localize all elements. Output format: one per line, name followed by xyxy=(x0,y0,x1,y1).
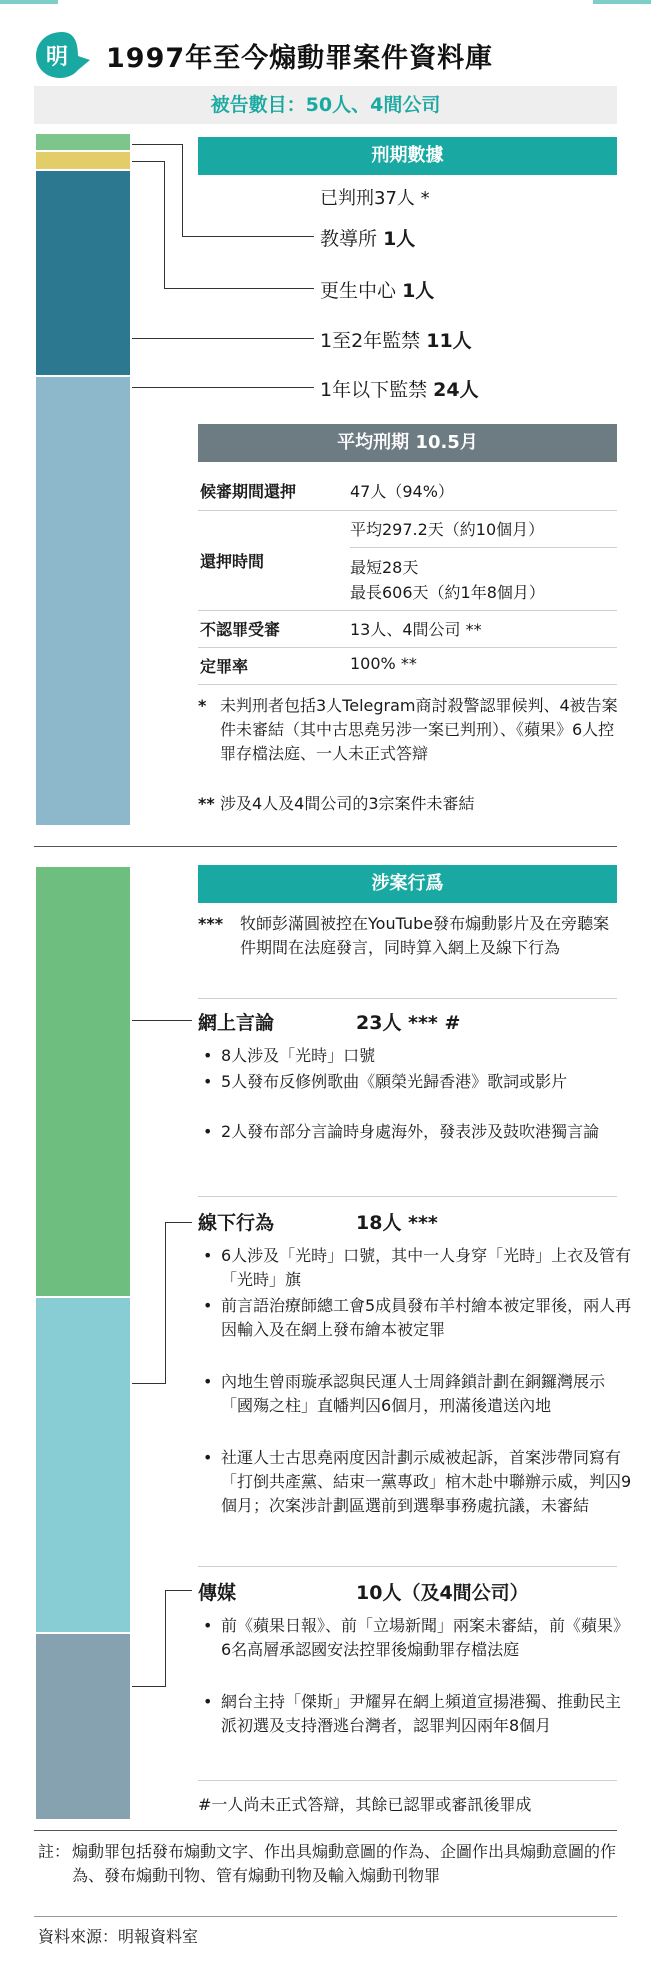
section-divider xyxy=(34,846,617,847)
bar-segment-offline xyxy=(36,1298,130,1632)
bar-segment-1-2-years xyxy=(36,171,130,375)
table-row-label: 還押時間 xyxy=(200,552,265,571)
conduct-online-count: 23人 *** # xyxy=(356,1012,461,1034)
connector-line xyxy=(132,144,183,145)
conduct-media-count: 10人（及4間公司） xyxy=(356,1582,529,1604)
page-title: 1997年至今煽動罪案件資料庫 xyxy=(106,43,494,74)
section-divider xyxy=(34,1916,617,1917)
connector-line xyxy=(182,236,314,237)
footnote-pending: ** 涉及4人及4間公司的3宗案件未審結 xyxy=(198,794,475,813)
table-divider xyxy=(198,610,617,611)
table-divider xyxy=(198,510,617,511)
section-divider xyxy=(198,998,617,999)
connector-line xyxy=(165,1222,166,1384)
table-row-value: 最長606天（約1年8個月） xyxy=(350,583,545,602)
average-sentence-header: 平均刑期 10.5月 xyxy=(198,424,617,462)
footnote-unsentenced: * 未判刑者包括3人Telegram商討殺警認罪候判、4被告案件未審結（其中古思堯另涉一案已判刑）、《蘋果》6人控罪存檔法庭、一人未正式答辯 xyxy=(198,696,618,763)
connector-line xyxy=(165,1222,192,1223)
connector-line xyxy=(164,161,165,288)
connector-line xyxy=(164,288,314,289)
corner-accent-right xyxy=(593,0,651,4)
defendant-count: 被告數目：50人、4間公司 xyxy=(34,86,617,124)
connector-line xyxy=(132,1383,166,1384)
conduct-header: 涉案行爲 xyxy=(198,865,617,903)
table-divider xyxy=(350,547,617,548)
conduct-online-label: 網上言論 xyxy=(198,1012,275,1034)
list-item: • 前《蘋果日報》、前「立場新聞」兩案未審結，前《蘋果》6名高層承認國安法控罪後煽動罪存檔法庭 xyxy=(203,1616,630,1659)
connector-line xyxy=(132,338,314,339)
logo-glyph: 明 xyxy=(45,45,69,70)
bar-segment-rehab-centre xyxy=(36,152,130,169)
connector-line xyxy=(182,144,183,237)
corner-accent-left xyxy=(0,0,58,4)
list-item: • 內地生曾雨璇承認與民運人士周鋒鎖計劃在銅鑼灣展示「國殤之柱」直幡判囚6個月，刑滿後遣送內地 xyxy=(203,1372,606,1415)
connector-line xyxy=(165,1590,166,1687)
mingpao-logo-icon xyxy=(34,30,92,80)
bar-segment-training-centre xyxy=(36,134,130,150)
list-item: • 前言語治療師總工會5成員發布羊村繪本被定罪後，兩人再因輸入及在網上發布繪本被定罪 xyxy=(203,1296,632,1339)
section-divider xyxy=(198,1196,617,1197)
sentence-header: 刑期數據 xyxy=(198,137,617,175)
list-item: • 網台主持「傑斯」尹耀昇在網上頻道宣揚港獨、推動民主派初選及支持潛逃台灣者，認罪判囚兩年8個月 xyxy=(203,1692,622,1735)
table-row-label: 候審期間還押 xyxy=(200,482,297,501)
list-item: • 5人發布反修例歌曲《願榮光歸香港》歌詞或影片 xyxy=(203,1072,568,1091)
conduct-offline-label: 線下行為 xyxy=(198,1212,275,1234)
conduct-offline-count: 18人 *** xyxy=(356,1212,438,1234)
bar-segment-under-1-year xyxy=(36,377,130,825)
section-divider xyxy=(34,1830,617,1831)
sentence-category: 教導所 1人 xyxy=(320,228,416,250)
footer-note: 註： 煽動罪包括發布煽動文字、作出具煽動意圖的作為、企圖作出具煽動意圖的作為、發布煽動刊物、管有煽動刊物及輸入煽動刊物罪 xyxy=(38,1842,617,1885)
table-row-label: 不認罪受審 xyxy=(200,620,281,639)
table-row-value: 47人（94%） xyxy=(350,482,454,501)
conduct-footnote: #一人尚未正式答辯，其餘已認罪或審訊後罪成 xyxy=(198,1795,532,1814)
table-divider xyxy=(198,684,617,685)
connector-line xyxy=(132,387,314,388)
table-row-value: 平均297.2天（約10個月） xyxy=(350,520,545,539)
connector-line xyxy=(132,1686,166,1687)
table-row-value: 13人、4間公司 ** xyxy=(350,620,482,639)
section-divider xyxy=(198,1566,617,1567)
table-divider xyxy=(198,647,617,648)
connector-line xyxy=(132,161,165,162)
sentence-category: 更生中心 1人 xyxy=(320,280,435,302)
section-divider xyxy=(198,1780,617,1781)
table-row-label: 定罪率 xyxy=(200,657,249,676)
table-row-value: 100% ** xyxy=(350,654,417,673)
list-item: • 社運人士古思堯兩度因計劃示威被起訴，首案涉帶同寫有「打倒共產黨、結束一黨專政」棺木赴中聯辦示威，判囚9個月；次案涉計劃區選前到選舉事務處抗議，未審結 xyxy=(203,1448,632,1515)
connector-line xyxy=(165,1590,192,1591)
conduct-media-label: 傳媒 xyxy=(198,1582,237,1604)
source-credit: 資料來源：明報資料室 xyxy=(38,1927,199,1946)
conduct-note: *** 牧師彭滿圓被控在YouTube發布煽動影片及在旁聽案件期間在法庭發言，同時算入網上及線下行為 xyxy=(198,914,610,957)
judged-count: 已判刑37人 * xyxy=(320,188,430,209)
connector-line xyxy=(132,1020,192,1021)
list-item: • 2人發布部分言論時身處海外，發表涉及鼓吹港獨言論 xyxy=(203,1122,600,1141)
table-row-value: 最短28天 xyxy=(350,558,419,577)
sentence-category: 1年以下監禁 24人 xyxy=(320,379,479,401)
bar-segment-online xyxy=(36,867,130,1296)
bar-segment-media xyxy=(36,1634,130,1819)
list-item: • 6人涉及「光時」口號，其中一人身穿「光時」上衣及管有「光時」旗 xyxy=(203,1246,632,1289)
sentence-category: 1至2年監禁 11人 xyxy=(320,330,472,352)
list-item: • 8人涉及「光時」口號 xyxy=(203,1046,376,1065)
